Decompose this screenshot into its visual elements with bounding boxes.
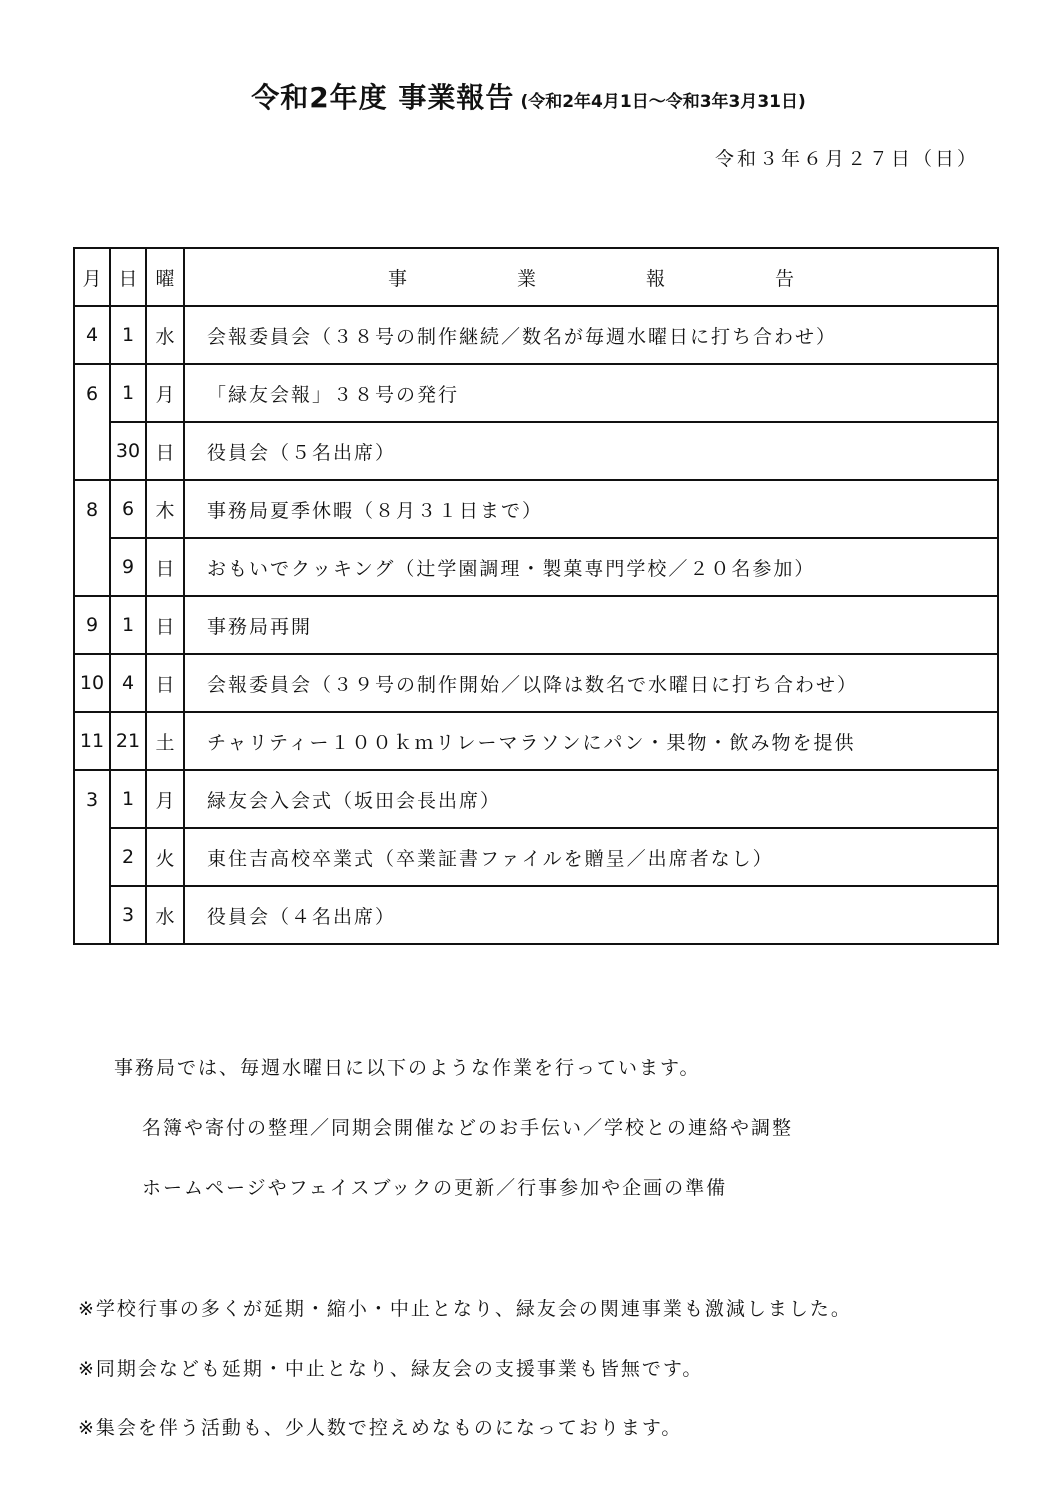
header-day: 日 [110, 248, 146, 306]
weekday-cell: 水 [146, 886, 184, 944]
header-month: 月 [74, 248, 110, 306]
office-notes-line-2: ホームページやフェイスブックの更新／行事参加や企画の準備 [142, 1177, 728, 1199]
document-date: 令和３年６月２７日（日） [714, 148, 979, 170]
day-cell: 1 [110, 306, 146, 364]
footnote: ※同期会なども延期・中止となり、緑友会の支援事業も皆無です。 [78, 1358, 704, 1380]
table-row [74, 596, 998, 654]
weekday-cell: 土 [146, 712, 184, 770]
day-cell: 1 [110, 770, 146, 828]
activity-cell: 会報委員会（３９号の制作開始／以降は数名で水曜日に打ち合わせ） [184, 654, 998, 712]
table-row [74, 654, 998, 712]
table-header-row [74, 248, 998, 306]
day-cell: 3 [110, 886, 146, 944]
office-notes-intro: 事務局では、毎週水曜日に以下のような作業を行っています。 [114, 1057, 701, 1079]
weekday-cell: 日 [146, 422, 184, 480]
report-period: (令和2年4月1日～令和3年3月31日) [520, 92, 806, 112]
activity-cell: 事務局再開 [184, 596, 998, 654]
month-cell [74, 828, 110, 886]
table-row [74, 480, 998, 538]
activity-cell: おもいでクッキング（辻学園調理・製菓専門学校／２０名参加） [184, 538, 998, 596]
activity-cell: 役員会（４名出席） [184, 886, 998, 944]
month-cell: 8 [74, 480, 110, 538]
activity-cell: 会報委員会（３８号の制作継続／数名が毎週水曜日に打ち合わせ） [184, 306, 998, 364]
weekday-cell: 水 [146, 306, 184, 364]
table-row [74, 886, 998, 944]
report-title: 令和2年度 事業報告 [251, 81, 515, 114]
day-cell: 1 [110, 364, 146, 422]
table-row [74, 770, 998, 828]
weekday-cell: 日 [146, 596, 184, 654]
activity-cell: 役員会（５名出席） [184, 422, 998, 480]
activity-cell: 事務局夏季休暇（８月３１日まで） [184, 480, 998, 538]
month-cell: 10 [74, 654, 110, 712]
header-weekday: 曜 [146, 248, 184, 306]
month-cell [74, 886, 110, 944]
day-cell: 30 [110, 422, 146, 480]
office-notes-line-1: 名簿や寄付の整理／同期会開催などのお手伝い／学校との連絡や調整 [142, 1117, 794, 1139]
day-cell: 1 [110, 596, 146, 654]
day-cell: 2 [110, 828, 146, 886]
table-row [74, 538, 998, 596]
day-cell: 21 [110, 712, 146, 770]
weekday-cell: 火 [146, 828, 184, 886]
day-cell: 4 [110, 654, 146, 712]
activity-cell: 「緑友会報」３８号の発行 [184, 364, 998, 422]
month-cell [74, 422, 110, 480]
activity-cell: 東住吉高校卒業式（卒業証書ファイルを贈呈／出席者なし） [184, 828, 998, 886]
header-activity-char: 事 [387, 267, 407, 290]
table-row [74, 828, 998, 886]
report-title-line [0, 76, 1057, 116]
activity-report-table [73, 247, 999, 945]
header-activity-char: 報 [646, 267, 666, 290]
month-cell: 3 [74, 770, 110, 828]
weekday-cell: 日 [146, 654, 184, 712]
weekday-cell: 日 [146, 538, 184, 596]
month-cell [74, 538, 110, 596]
table-row [74, 364, 998, 422]
activity-cell: チャリティー１００ｋｍリレーマラソンにパン・果物・飲み物を提供 [184, 712, 998, 770]
month-cell: 9 [74, 596, 110, 654]
weekday-cell: 月 [146, 364, 184, 422]
month-cell: 6 [74, 364, 110, 422]
month-cell: 11 [74, 712, 110, 770]
weekday-cell: 月 [146, 770, 184, 828]
header-activity [184, 248, 998, 306]
footnote: ※集会を伴う活動も、少人数で控えめなものになっております。 [78, 1417, 683, 1439]
table-row [74, 422, 998, 480]
day-cell: 6 [110, 480, 146, 538]
header-activity-char: 告 [775, 267, 795, 290]
weekday-cell: 木 [146, 480, 184, 538]
day-cell: 9 [110, 538, 146, 596]
activity-cell: 緑友会入会式（坂田会長出席） [184, 770, 998, 828]
table-row [74, 712, 998, 770]
footnote: ※学校行事の多くが延期・縮小・中止となり、緑友会の関連事業も激減しました。 [78, 1298, 852, 1320]
month-cell: 4 [74, 306, 110, 364]
header-activity-char: 業 [516, 267, 536, 290]
table-row [74, 306, 998, 364]
